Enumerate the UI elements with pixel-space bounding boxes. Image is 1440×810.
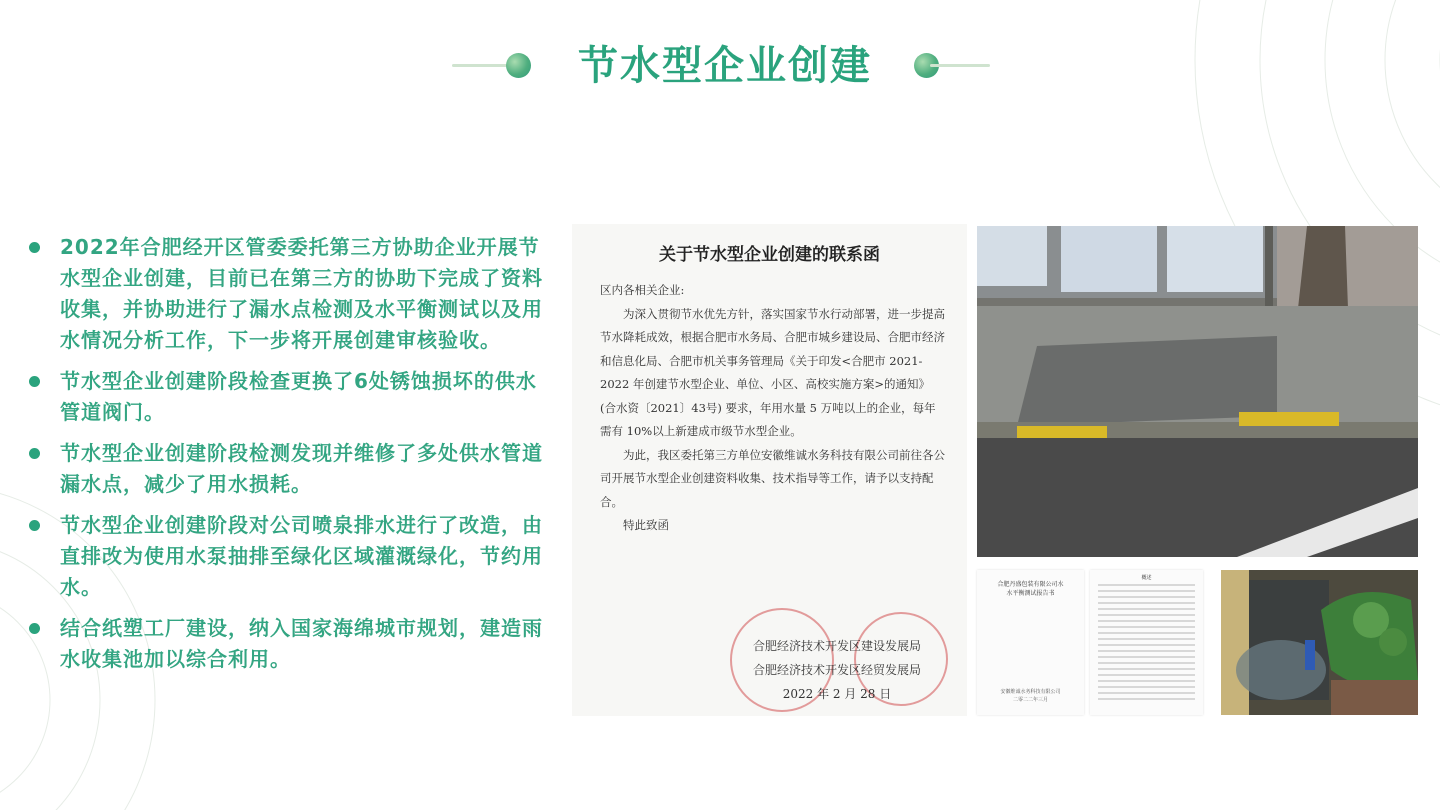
letter-date: 2022 年 2 月 28 日 xyxy=(782,687,892,701)
title-decoration-dot-left xyxy=(506,53,531,78)
letter-closing: 特此致函 xyxy=(623,518,669,532)
report-page-text-lines xyxy=(1098,584,1195,704)
letter-salutation: 区内各相关企业: xyxy=(600,283,685,297)
title-bar xyxy=(0,38,1440,94)
bullet-item xyxy=(26,438,546,500)
title-decoration-line-right xyxy=(930,64,990,67)
fountain-pump-photo xyxy=(1221,570,1418,715)
bullet-item xyxy=(26,510,546,603)
report-cover-image xyxy=(977,570,1084,715)
letter-paragraph: 为深入贯彻节水优先方针，落实国家节水行动部署，进一步提高节水降耗成效，根据合肥市水务局、合肥市城乡建设局、合肥市经济和信息化局、合肥市机关事务管理局《关于印发<合肥市 2021-2022 年创建节水型企业、单位、小区、高校实施方案>的通知》(合水资〔2021〕43号) 要求，年用水量 5 万吨以上的企业，每年需有 10%以上新建成市级节水型企业。 xyxy=(600,306,945,438)
report-cover-date: 二零二二年三月 xyxy=(1012,697,1048,703)
report-cover-title-line: 合肥丹盛包装有限公司水 xyxy=(997,581,1064,588)
letter-title: 关于节水型企业创建的联系函 xyxy=(659,245,880,265)
letter-body xyxy=(572,273,967,538)
street-photo-graphic xyxy=(977,226,1418,557)
report-cover-title-line: 水平衡测试报告书 xyxy=(1006,590,1055,597)
bullet-item xyxy=(26,613,546,675)
bullet-text: 节水型企业创建阶段检测发现并维修了多处供水管道漏水点，减少了用水损耗。 xyxy=(60,441,543,496)
bullet-dot-icon xyxy=(29,623,40,634)
bullet-dot-icon xyxy=(29,242,40,253)
bullet-text: 2022年合肥经开区管委委托第三方协助企业开展节水型企业创建，目前已在第三方的协助下完成了资料收集，并协助进行了漏水点检测及水平衡测试以及用水情况分析工作，下一步将开展创建审核验收。 xyxy=(60,235,543,352)
bullet-text: 节水型企业创建阶段对公司喷泉排水进行了改造，由直排改为使用水泵抽排至绿化区域灌溉绿化，节约用水。 xyxy=(60,513,543,599)
bullet-text: 结合纸塑工厂建设，纳入国家海绵城市规划，建造雨水收集池加以综合利用。 xyxy=(60,616,543,671)
bullet-item xyxy=(26,366,546,428)
report-page-heading: 概述 xyxy=(1141,575,1152,581)
letter-paragraph: 为此，我区委托第三方单位安徽维诚水务科技有限公司前往各公司开展节水型企业创建资料收集、技术指导等工作，请予以支持配合。 xyxy=(600,447,945,509)
fountain-photo-graphic xyxy=(1221,570,1418,715)
report-cover-org: 安徽维诚水务科技有限公司 xyxy=(1000,689,1061,695)
bullet-list xyxy=(26,232,546,685)
report-cover-footer xyxy=(977,688,1084,704)
slide-title: 节水型企业创建 xyxy=(578,43,872,89)
letter-signer: 合肥经济技术开发区经贸发展局 xyxy=(752,663,921,677)
bullet-dot-icon xyxy=(29,520,40,531)
letter-document-image xyxy=(572,224,967,716)
leak-street-photo xyxy=(977,226,1418,557)
report-page-image xyxy=(1090,570,1203,715)
letter-signer: 合肥经济技术开发区建设发展局 xyxy=(752,639,921,653)
bullet-dot-icon xyxy=(29,448,40,459)
letter-signature-block xyxy=(737,634,937,706)
bullet-dot-icon xyxy=(29,376,40,387)
report-cover-title xyxy=(977,580,1084,598)
bullet-item xyxy=(26,232,546,356)
bullet-text: 节水型企业创建阶段检查更换了6处锈蚀损坏的供水管道阀门。 xyxy=(60,369,537,424)
